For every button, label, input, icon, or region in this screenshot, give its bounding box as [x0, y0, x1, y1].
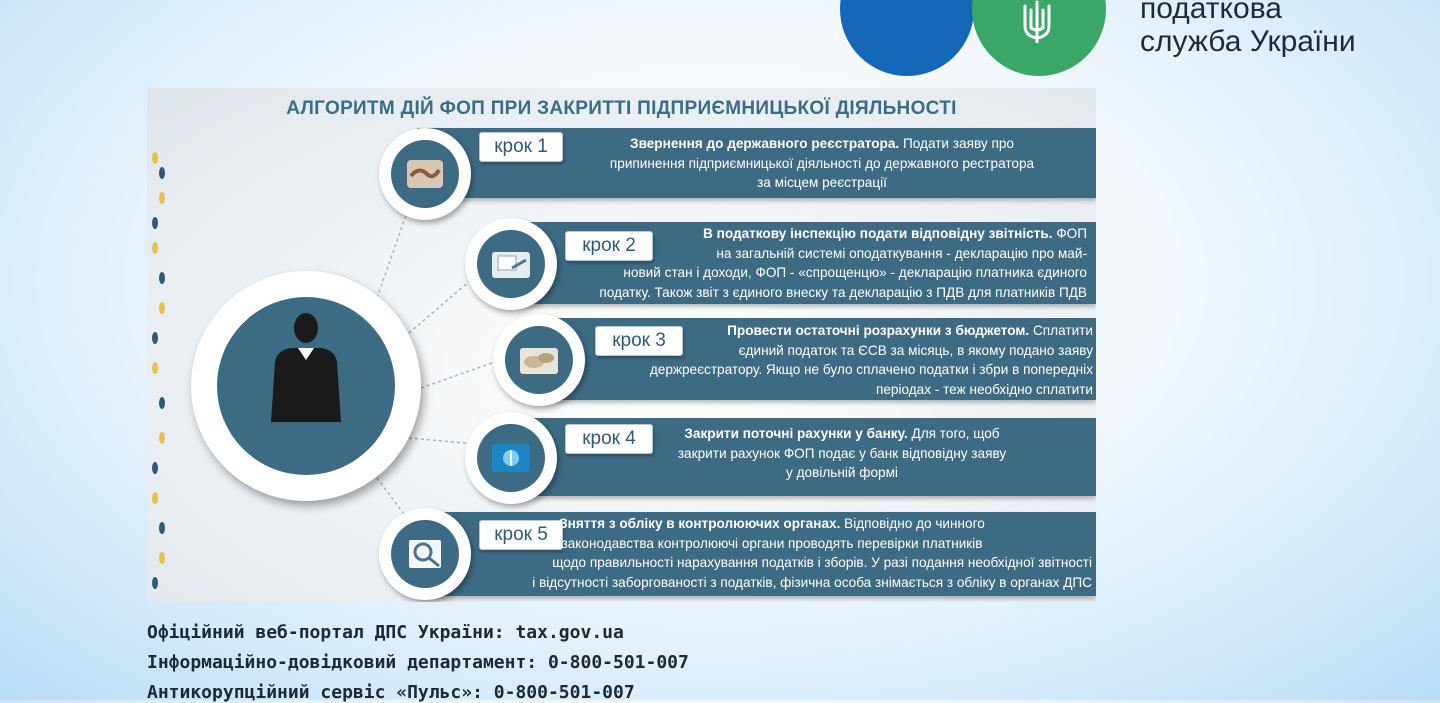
logo-blue-circle — [840, 0, 974, 76]
magnifier-document-icon — [405, 536, 447, 572]
step-text-4: Закрити поточні рахунки у банку. Для того, щоб закрити рахунок ФОП подає у банк відповідну заяву у довільній формі — [677, 426, 1007, 480]
money-icon — [518, 342, 560, 378]
step-heading-1: Звернення до державного реєстратора. — [630, 136, 900, 151]
trident-icon — [1017, 0, 1057, 44]
org-name — [1140, 0, 1356, 58]
person-icon — [265, 310, 347, 430]
step-heading-5: Зняття з обліку в контролюючих органах. — [559, 516, 841, 531]
step-label-5: крок 5 — [479, 520, 563, 550]
footer-portal: Офіційний веб-портал ДПС України: tax.gov.ua — [147, 622, 624, 643]
step-label-2: крок 2 — [565, 231, 653, 261]
footer-helpdesk: Інформаційно-довідковий департамент: 0-800-501-007 — [147, 652, 689, 673]
step-heading-3: Провести остаточні розрахунки з бюджетом. — [727, 323, 1030, 338]
documents-icon — [490, 246, 532, 282]
org-name-line2: служба України — [1140, 25, 1356, 58]
org-name-line1: податкова — [1140, 0, 1282, 25]
step-label-3: крок 3 — [595, 326, 683, 356]
step-text-2: В податкову інспекцію подати відповідну звітність. ФОП на загальній системі оподаткування - декларацію про май- новий стан і доходи, ФОП - «спрощенцю» - декларацію платника єдиного податку. Також звіт з єдиного внеску та декларацію з ПДВ для платників ПДВ — [599, 226, 1087, 300]
footer-anticorruption: Антикорупційний сервіс «Пульс»: 0-800-501-007 — [147, 682, 635, 703]
infographic-title: АЛГОРИТМ ДІЙ ФОП ПРИ ЗАКРИТТІ ПІДПРИЄМНИЦЬКОЇ ДІЯЛЬНОСТІ — [286, 98, 957, 119]
step-heading-2: В податкову інспекцію подати відповідну звітність. — [703, 226, 1053, 241]
step-label-1: крок 1 — [479, 132, 563, 162]
step-heading-4: Закрити поточні рахунки у банку. — [684, 426, 908, 441]
step-label-4: крок 4 — [565, 424, 653, 454]
step-text-5: Зняття з обліку в контролюючих органах. Відповідно до чинного законодавства контролюючі органи проводять перевірки платників щодо правильності нарахування податків і зборів. У разі подання необхідної звітності і відсутності заборгованості з податків, фізична особа знімається з обліку в органах ДПС — [532, 516, 1092, 590]
handshake-icon — [405, 156, 445, 192]
step-text-1: Звернення до державного реєстратора. Подати заяву про припинення підприємницької діяльності до державного рестратора за місцем реєстрації — [609, 136, 1035, 190]
step-text-3: Провести остаточні розрахунки з бюджетом. Сплатити єдиний податок та ЄСВ за місяць, в якому подано заяву держреєстратору. Якщо не було сплачено податки і збри в попередніх періодах - теж необхідно сплатити — [649, 323, 1093, 397]
bank-card-icon — [490, 440, 532, 476]
infographic — [147, 88, 1096, 602]
